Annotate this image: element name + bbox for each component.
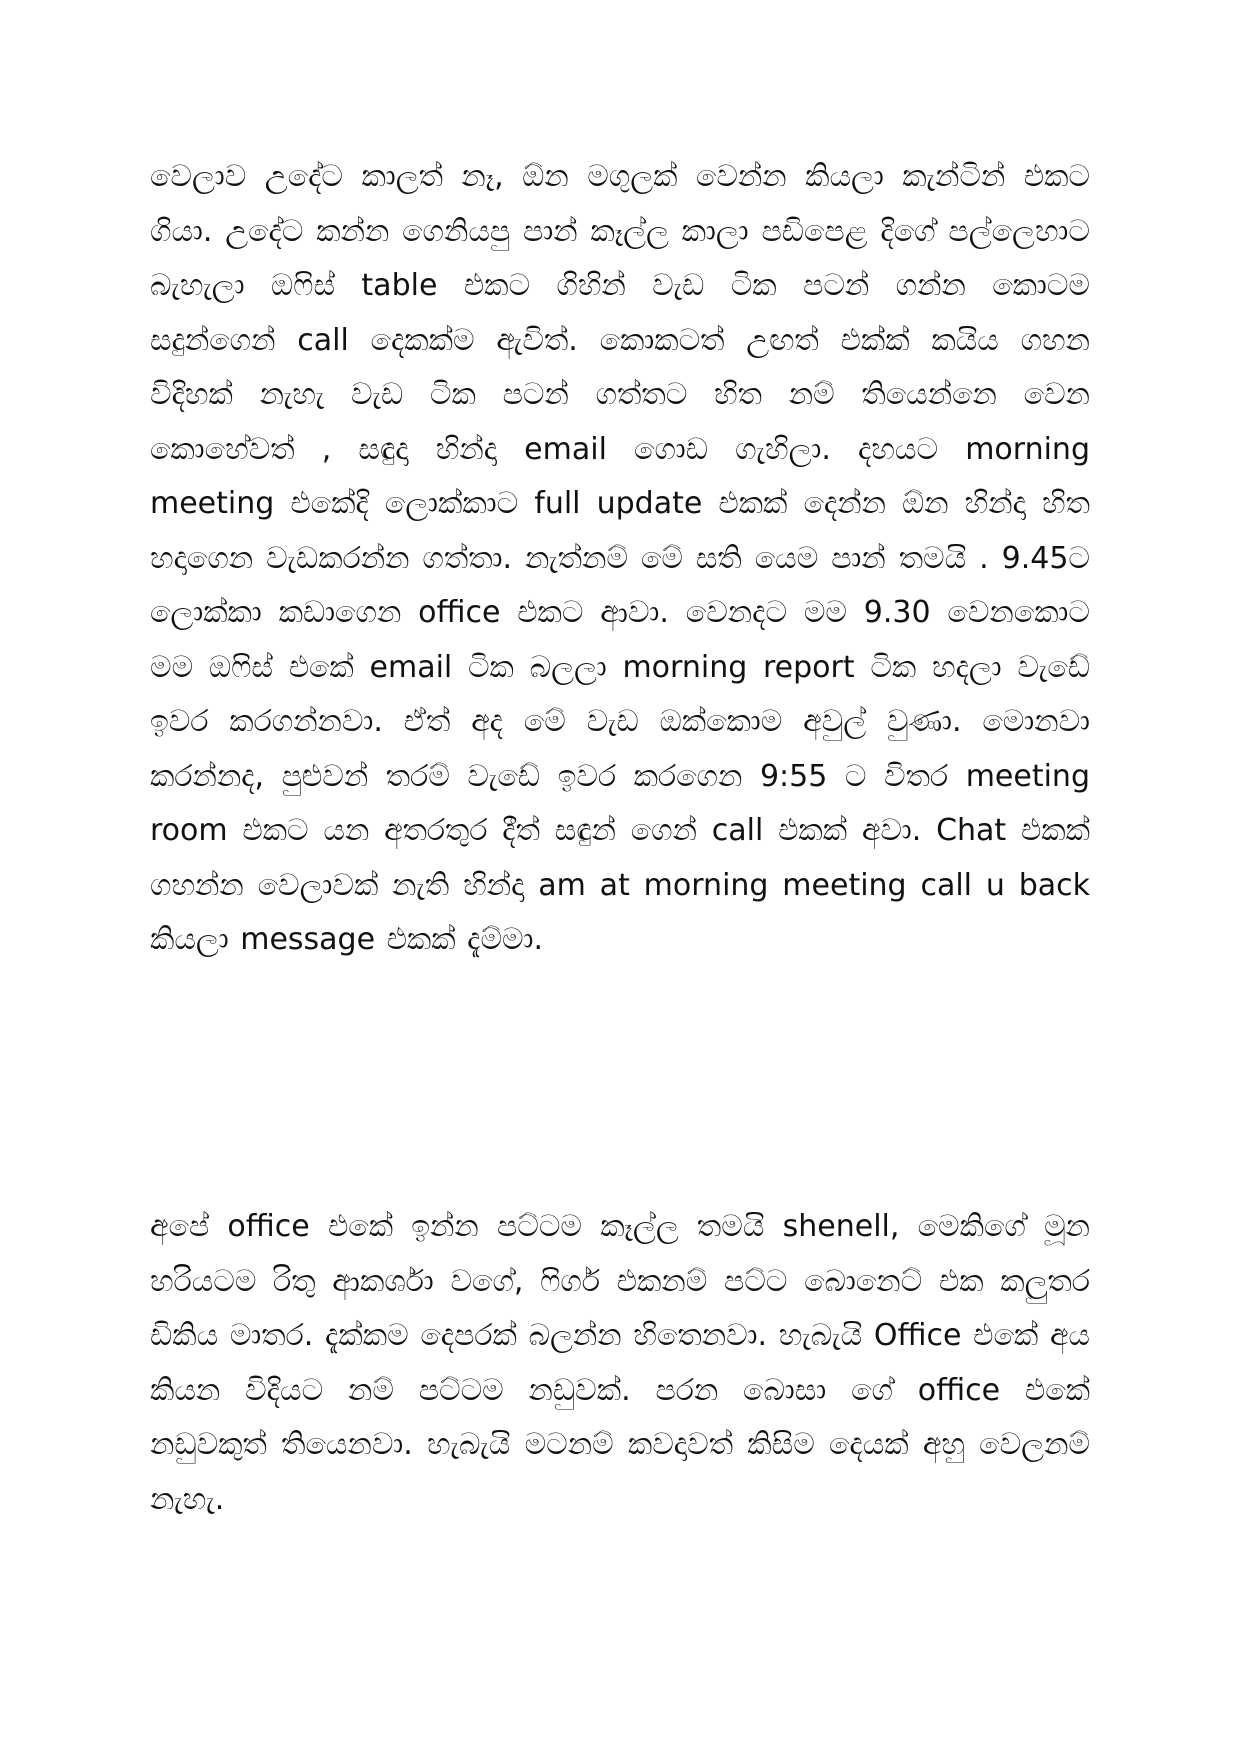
body-paragraph-2: [150, 1200, 1090, 1527]
body-paragraph-1: [150, 150, 1090, 968]
paragraph-text: වෙලාව උදේට කාලත් නෑ, ඕන මගුලක් වෙන්න කියලා කැන්ටින් එකට ගියා. උදේට කන්න ගෙනියපු පාන් කෑල්ල කාලා පඩිපෙළ දිගේ පල්ලෙහාට බැහැලා ඔෆිස් table එකට ගිහින් වැඩ ටික පටන් ගන්න කොටම සදුන්ගෙන් call දෙකක්ම ඇවිත්. කොකටත් උඟත් එක්ක් කයිය ගහන විදිහක් නැහැ වැඩ ටික පටන් ගත්තට හිත නම් තියෙන්නෙ වෙන කොහේවත් , සඳුදා හින්දා email ගොඩ ගැහිලා. දහයට morning meeting එකේදි ලොක්කාට full update එකක් දෙන්න ඕන හින්දා හිත හදාගෙන වැඩකරන්න ගත්තා. නැත්නම් මේ සති යෙම පාන් තමයි . 9.45ට ලොක්කා කඩාගෙන office එකට ආවා. වෙනදට මම 9.30 වෙනකොට මම ඔෆිස් එකේ email ටික බලලා morning report ටික හදලා වැඩේ ඉවර කරගන්නවා. ඒත් අද මේ වැඩ ඔක්කොම අවුල් වුණා. මොනවා කරන්නද, පුළුවන් තරම් වැඩේ ඉවර කරගෙන 9:55 ට විතර meeting room එකට යන අතරතුර දීත් සඳුන් ගෙන් call එකක් අවා. Chat එකක් ගහන්න වෙලාවක් නැති හින්දා am at morning meeting call u back කියලා message එකක් දැම්මා.: [150, 159, 1091, 957]
paragraph-text: අපේ office එකේ ඉන්න පට්ටම කෑල්ල තමයි shenell, මෙකිගේ මූන හරියටම රිතු ආකර්ශා වගේ, ෆිගර් එකනම් පට්ට බොනෙට් එක කලුතර ඩිකිය මාතර. දැක්කම දෙපරක් බලන්න හිතෙනවා. හැබැයි Office එකේ අය කියන විදියට නම් පට්ටම නඩුවක්. පරන බොසා ගේ office එකේ නඩුවකුත් තියෙනවා. හැබැයි මටනම් කවදාවත් කිසිම දෙයක් අහු වෙලනම් නැහැ.: [150, 1209, 1090, 1517]
